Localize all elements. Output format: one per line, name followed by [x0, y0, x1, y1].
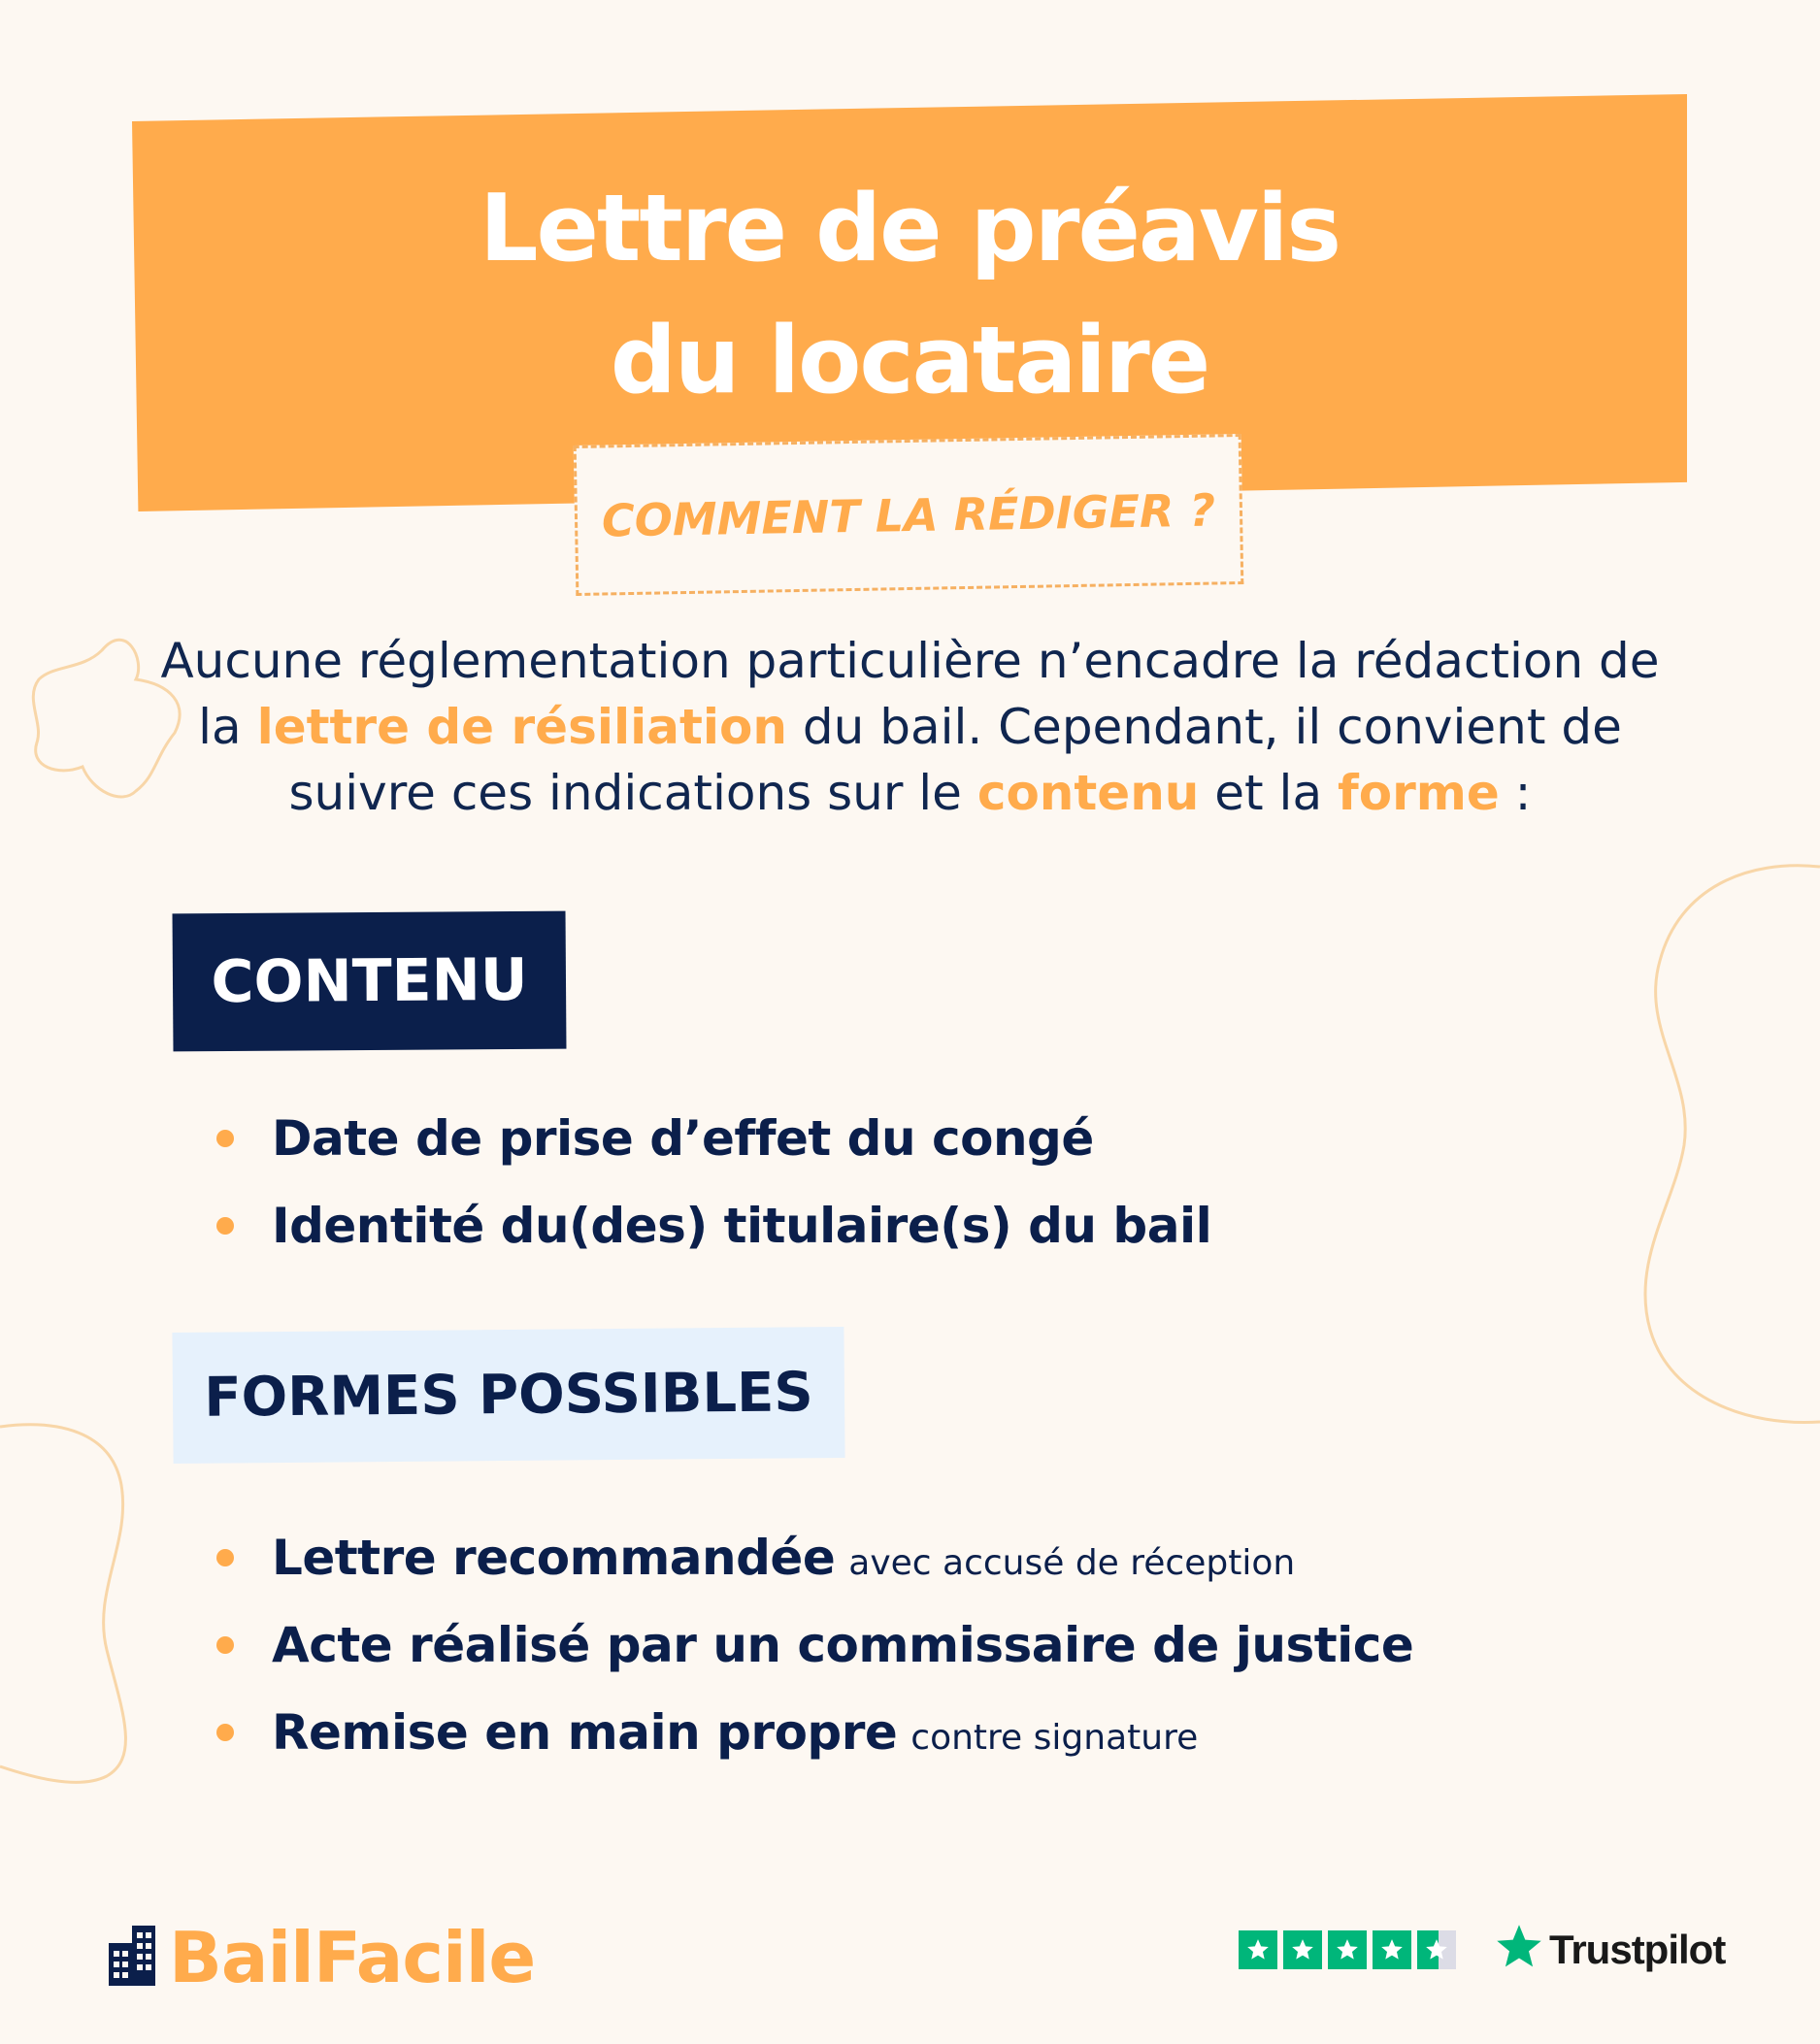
trustpilot-badge[interactable]	[1239, 1922, 1725, 1977]
trustpilot-label: Trustpilot	[1549, 1926, 1726, 1972]
intro-text-3: et la	[1199, 765, 1338, 821]
list-item-strong: Identité du(des) titulaire(s) du bail	[272, 1198, 1212, 1254]
list-item-detail: avec accusé de réception	[848, 1542, 1296, 1583]
blob-right	[1645, 866, 1820, 1423]
intro-text-2: du bail. Cependant, il convient de suivre ces indications sur le	[288, 699, 1622, 821]
list-item	[214, 1095, 1670, 1182]
trustpilot-star-icon	[1493, 1922, 1545, 1977]
blob-left-bottom	[0, 1425, 125, 1783]
star-icon	[1373, 1930, 1411, 1969]
intro-highlight-contenu: contenu	[976, 765, 1200, 821]
list-item-detail: contre signature	[910, 1717, 1199, 1758]
title-line-1: Lettre de préavis	[479, 176, 1340, 282]
brand-logo[interactable]	[107, 1917, 535, 1998]
bullet-icon	[216, 1549, 234, 1566]
list-item-strong: Remise en main propre	[272, 1704, 898, 1761]
intro-text-4: :	[1499, 765, 1532, 821]
list-item	[214, 1689, 1670, 1776]
bullet-icon	[216, 1217, 234, 1235]
star-icon	[1239, 1930, 1277, 1969]
list-item	[214, 1601, 1670, 1689]
list-item	[214, 1514, 1670, 1601]
trustpilot-logo	[1493, 1922, 1725, 1977]
half-star-icon	[1417, 1930, 1456, 1969]
star-icon	[1328, 1930, 1367, 1969]
list-item	[214, 1182, 1670, 1269]
list-item-strong: Lettre recommandée	[272, 1530, 836, 1586]
list-item-strong: Acte réalisé par un commissaire de justice	[272, 1617, 1414, 1673]
subtitle-box	[574, 434, 1244, 596]
bullet-icon	[216, 1636, 234, 1654]
title-line-2: du locataire	[610, 308, 1209, 414]
star-icon	[1283, 1930, 1322, 1969]
brand-name: BailFacile	[169, 1917, 536, 1998]
intro-highlight-forme: forme	[1337, 765, 1500, 821]
section-label-formes-text: FORMES POSSIBLES	[204, 1361, 813, 1430]
bullet-icon	[216, 1130, 234, 1147]
section-label-contenu	[173, 911, 567, 1052]
contenu-list	[214, 1095, 1670, 1269]
bullet-icon	[216, 1724, 234, 1741]
page-title	[132, 163, 1687, 427]
trustpilot-stars	[1239, 1930, 1456, 1969]
intro-highlight-lettre: lettre de résiliation	[256, 699, 787, 755]
section-label-contenu-text: CONTENU	[211, 945, 528, 1017]
subtitle: COMMENT LA RÉDIGER ?	[601, 482, 1216, 547]
intro-paragraph	[146, 628, 1674, 826]
intro-text-1: Aucune réglementation particulière n’encadre la rédaction de la	[160, 633, 1660, 755]
section-label-formes	[172, 1327, 844, 1464]
list-item-strong: Date de prise d’effet du congé	[272, 1110, 1094, 1167]
formes-list	[214, 1514, 1670, 1776]
building-icon	[107, 1924, 159, 1993]
